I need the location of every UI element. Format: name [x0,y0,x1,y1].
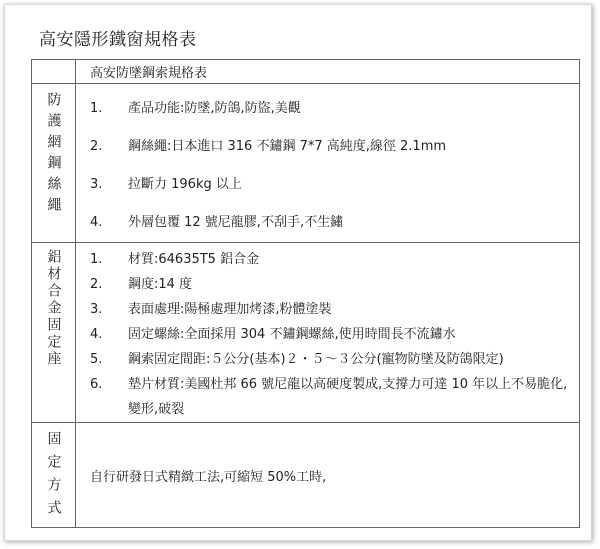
table-row-fixing-method [32,423,580,528]
category-label: 鋁材合金固定座 [45,249,62,368]
item-text: 材質:64635T5 鋁合金 [128,252,260,267]
method-text: 自行研發日式精緻工法,可縮短 50%工時, [76,423,580,528]
item-text: 墊片材質:美國杜邦 66 號尼龍以高硬度製成,支撐力可達 10 年以上不易脆化,變形,破裂 [128,377,568,417]
list-item [76,272,579,297]
item-text: 拉斷力 196kg 以上 [128,177,242,192]
item-text: 產品功能:防墜,防鴿,防盜,美觀 [128,101,301,116]
table-header-row [32,60,580,84]
table-row-aluminum-base [32,243,580,423]
list-item [76,297,579,322]
item-text: 表面處理:陽極處理加烤漆,粉體塗裝 [128,302,332,317]
list-item [76,166,579,204]
table-header-title: 高安防墜鋼索規格表 [76,60,580,84]
table-row-steel-cable [32,84,580,243]
category-label: 防護網鋼絲繩 [45,92,62,218]
list-item [76,128,579,166]
list-item [76,247,579,272]
item-number: 2. [90,139,103,154]
item-number: 5. [90,352,103,367]
header-blank-cell [32,60,76,84]
item-number: 1. [90,252,103,267]
item-number: 4. [90,327,103,342]
item-text: 鋼度:14 度 [128,277,193,292]
item-text: 鋼絲繩:日本進口 316 不鏽鋼 7*7 高純度,線徑 2.1mm [128,139,447,154]
spec-list [76,90,579,242]
item-number: 4. [90,215,103,230]
list-item [76,90,579,128]
list-item [76,322,579,347]
item-text: 外層包覆 12 號尼龍膠,不刮手,不生鏽 [128,215,344,230]
document-title: 高安隱形鐵窗規格表 [39,30,197,50]
spec-list [76,245,579,422]
list-item [76,347,579,372]
list-item [76,372,579,422]
items-cell [76,243,580,423]
category-cell [32,423,76,528]
items-cell [76,84,580,243]
category-cell [32,243,76,423]
item-number: 3. [90,302,103,317]
category-cell [32,84,76,243]
list-item [76,204,579,242]
item-number: 6. [90,377,103,392]
category-label: 固定方式 [45,431,62,523]
item-text: 固定螺絲:全面採用 304 不鏽鋼螺絲,使用時間長不流鏽水 [128,327,456,342]
spec-table [31,59,580,528]
document-frame [4,4,592,541]
item-number: 3. [90,177,103,192]
item-text: 鋼索固定間距:５公分(基本)２・５～３公分(寵物防墜及防鴿限定) [128,352,504,367]
item-number: 2. [90,277,103,292]
item-number: 1. [90,101,103,116]
